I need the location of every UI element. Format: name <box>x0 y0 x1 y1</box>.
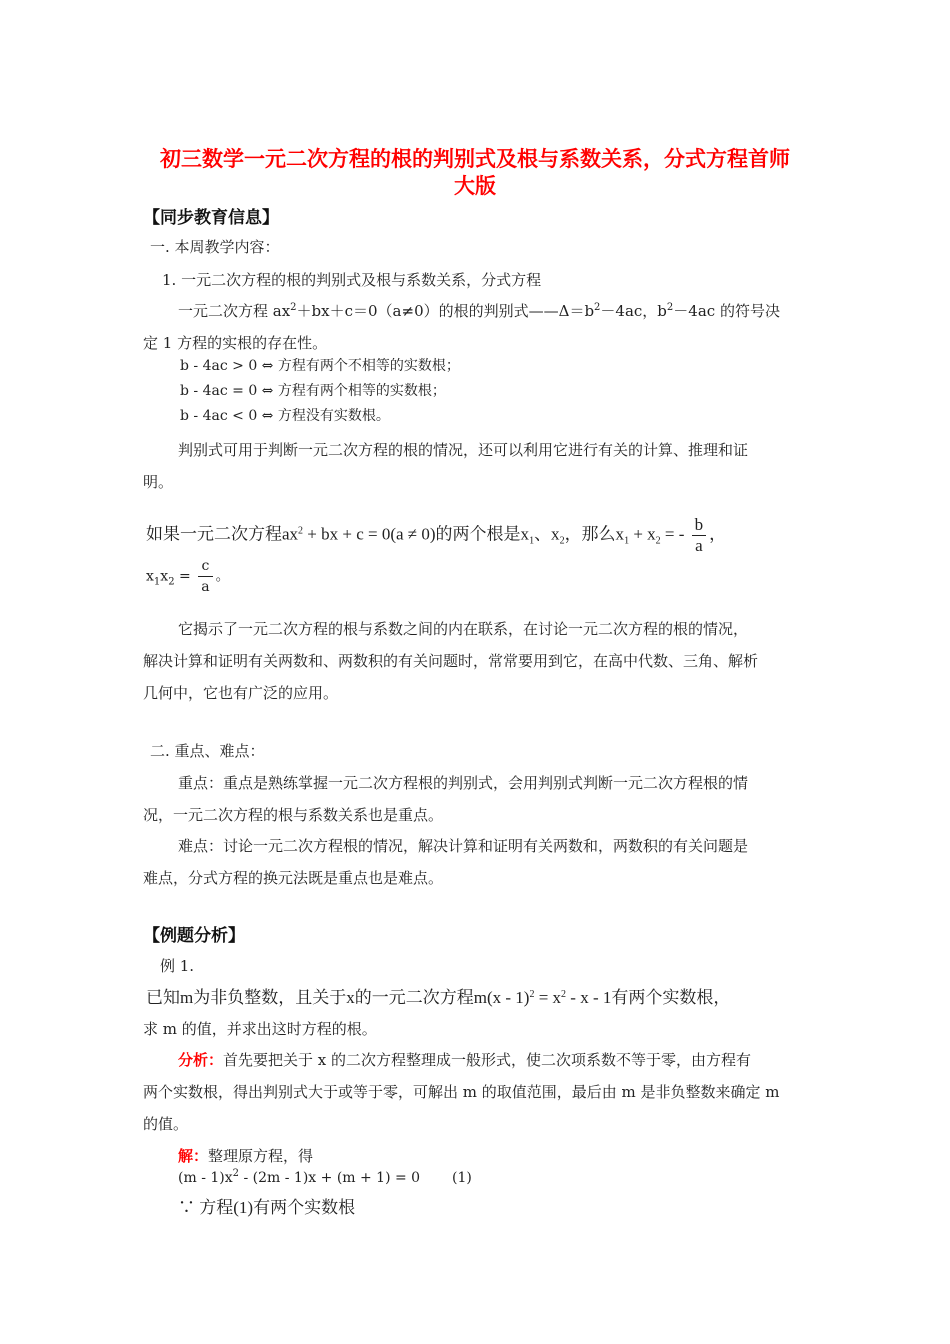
equation-1: $(m - 1)x^2 - (2m - 1)x + (m + 1) = 0$ <box>178 1168 421 1186</box>
doc-title-line2: 大版 <box>454 174 496 198</box>
solution-label: 解： <box>178 1147 209 1165</box>
case-two-equal-roots: b - 4ac = 0 ⇔ 方程有两个相等的实数根； <box>180 383 446 399</box>
reveal-line2: 解决计算和证明有关两数和、两数积的有关问题时，常常要用到它，在高中代数、三角、解析 <box>143 652 759 670</box>
usage-line2: 明。 <box>143 473 174 491</box>
discriminant-intro: 一元二次方程 $ax^2+bx+c=0(a\ne 0)$的根的判别式$——\Delta=b^2-4ac$，$b^2-4ac$ 的符号决 <box>178 302 780 320</box>
example1-problem: 已知m为非负整数，且关于x的一元二次方程$m(x - 1)^2 = x^2 - x - 1$有两个实数根， <box>146 988 731 1007</box>
solution-intro: 解：整理原方程，得 <box>178 1147 314 1165</box>
case-two-distinct-roots: b - 4ac > 0 ⇔ 方程有两个不相等的实数根； <box>180 358 460 374</box>
fraction-c-over-a: $\frac{c}{a}$ <box>198 556 212 597</box>
example1-problem-line2: 求 m 的值，并求出这时方程的根。 <box>143 1020 377 1038</box>
part1-heading: 一. 本周教学内容： <box>150 238 280 256</box>
because-line: ∵ 方程(1)有两个实数根 <box>178 1198 356 1217</box>
usage-line1: 判别式可用于判断一元二次方程的根的情况，还可以利用它进行有关的计算、推理和证 <box>178 441 749 459</box>
vieta-sum-formula: 如果一元二次方程$ax^2$ + bx + c = 0(a ≠ 0)的两个根是$x_1$、$x_2$，那么$x_1 + x_2$ = - $\frac{b}{a}$ ， <box>146 515 727 555</box>
reveal-line3: 几何中，它也有广泛的应用。 <box>143 684 339 702</box>
reveal-line1: 它揭示了一元二次方程的根与系数之间的内在联系，在讨论一元二次方程的根的情况， <box>178 620 749 638</box>
difficult-point-line2: 难点，分式方程的换元法既是重点也是难点。 <box>143 869 444 887</box>
key-point-line2: 况，一元二次方程的根与系数关系也是重点。 <box>143 806 444 824</box>
doc-title-line1: 初三数学一元二次方程的根的判别式及根与系数关系，分式方程首师 <box>160 147 790 171</box>
section-examples-heading: 【例题分析】 <box>143 926 245 946</box>
analysis-line1: 分析：首先要把关于 x 的二次方程整理成一般形式，使二次项系数不等于零，由方程有 <box>178 1051 752 1069</box>
fraction-b-over-a: $\frac{b}{a}$ <box>692 515 707 556</box>
analysis-label: 分析： <box>178 1051 224 1069</box>
analysis-line2: 两个实数根，得出判别式大于或等于零，可解出 m 的取值范围，最后由 m 是非负整数来确定 m <box>143 1083 780 1101</box>
difficult-point-line1: 难点：讨论一元二次方程根的情况，解决计算和证明有关两数和，两数积的有关问题是 <box>178 837 749 855</box>
part2-heading: 二. 重点、难点： <box>150 742 265 760</box>
discriminant-intro-line2: 定 1 方程的实根的存在性。 <box>143 334 328 352</box>
key-point-line1: 重点：重点是熟练掌握一元二次方程根的判别式，会用判别式判断一元二次方程根的情 <box>178 774 749 792</box>
section-sync-heading: 【同步教育信息】 <box>143 208 279 228</box>
example1-label: 例 1. <box>160 957 195 975</box>
equation-1-tag: (1) <box>452 1170 472 1186</box>
part1-item1: 1. 一元二次方程的根的判别式及根与系数关系，分式方程 <box>162 271 542 289</box>
analysis-line3: 的值。 <box>143 1115 189 1133</box>
case-no-real-roots: b - 4ac < 0 ⇔ 方程没有实数根。 <box>180 408 390 424</box>
vieta-product-formula: $x_1x_2$ = $\frac{c}{a}$ 。 <box>146 558 230 595</box>
